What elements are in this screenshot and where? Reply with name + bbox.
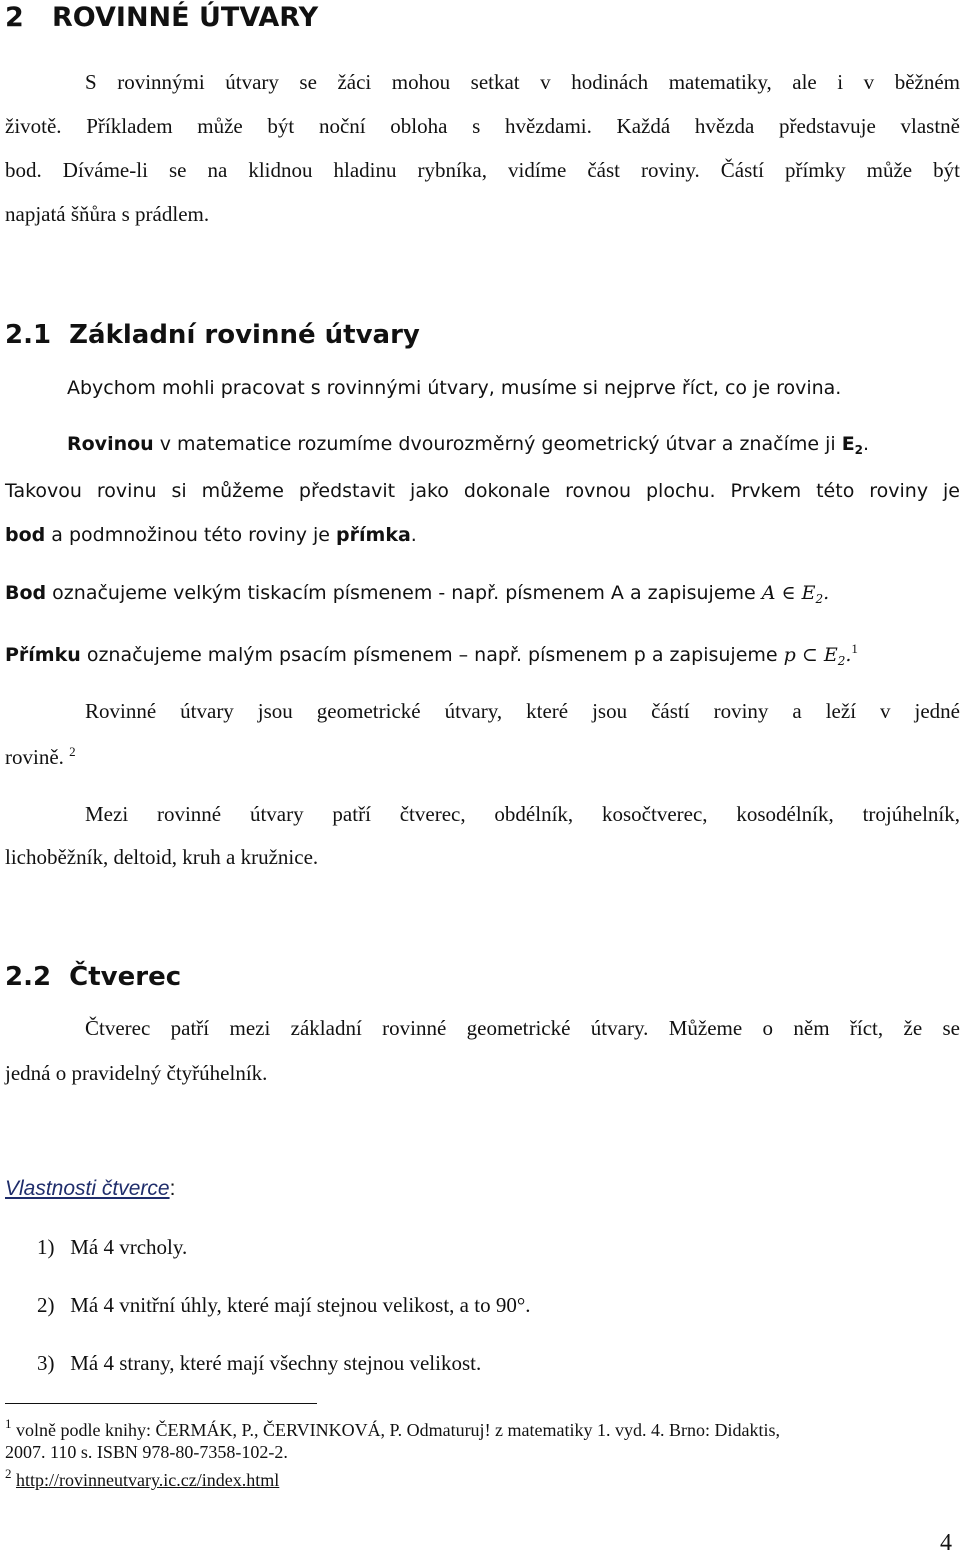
bod-formula-sub: 2: [815, 592, 824, 606]
square-line-1: Čtverec patří mezi základní rovinné geometrické útvary. Můžeme o něm říct, že se: [85, 1016, 960, 1040]
rovina-definition: [67, 433, 869, 457]
property-number: 2): [37, 1293, 55, 1317]
primka-formula-end: .: [845, 644, 852, 666]
definition-line-2: [5, 744, 76, 770]
section-title: Čtverec: [69, 962, 182, 992]
shapes-list-line-2: lichoběžník, deltoid, kruh a kružnice.: [5, 845, 319, 869]
property-text: Má 4 strany, které mají všechny stejnou velikost.: [70, 1351, 482, 1375]
primka-label: Přímku: [5, 644, 81, 666]
footnote-2-link[interactable]: http://rovinneutvary.ic.cz/index.html: [16, 1470, 280, 1490]
footnote-ref-1[interactable]: 1: [851, 641, 858, 656]
intro-line-3: bod. Díváme-li se na klidnou hladinu rybníka, vidíme část roviny. Částí přímky může být: [5, 158, 960, 182]
chapter-number: 2: [5, 2, 24, 33]
section-number: 2.1: [5, 320, 52, 350]
footnote-1-line-1: [5, 1416, 780, 1441]
footnote-2-number: 2: [5, 1466, 12, 1481]
intro-line-1: S rovinnými útvary se žáci mohou setkat v hodinách matematiky, ale i v běžném: [85, 70, 960, 94]
page-number: 4: [940, 1530, 952, 1556]
rovina-symbol: E: [841, 433, 855, 455]
intro-line-2: životě. Příkladem může být noční obloha s hvězdami. Každá hvězda představuje vlastně: [5, 114, 960, 138]
property-number: 1): [37, 1235, 55, 1259]
property-item-2: [37, 1293, 530, 1318]
footnote-separator: [5, 1403, 317, 1404]
properties-title: Vlastnosti čtverce: [5, 1177, 170, 1200]
section-heading-2-1: [5, 320, 420, 350]
primka-term: přímka: [336, 524, 411, 546]
primka-text: označujeme malým psacím písmenem – např. písmenem p a zapisujeme: [80, 644, 784, 666]
section21-line-4: [5, 524, 417, 546]
bod-label: Bod: [5, 582, 47, 604]
line4-text: a podmnožinou této roviny je: [45, 524, 337, 546]
section-heading-2-2: [5, 962, 181, 992]
bod-text: označujeme velkým tiskacím písmenem - např. písmenem A a zapisujeme: [46, 582, 762, 604]
intro-line-4: napjatá šňůra s prádlem.: [5, 202, 210, 226]
section-title: Základní rovinné útvary: [69, 320, 420, 350]
square-line-2: jedná o pravidelný čtyřúhelník.: [5, 1061, 268, 1085]
properties-heading: [5, 1177, 175, 1201]
properties-colon: :: [169, 1177, 176, 1200]
definition-text: rovině.: [5, 745, 64, 769]
definition-line-1: Rovinné útvary jsou geometrické útvary, které jsou částí roviny a leží v jedné: [85, 699, 960, 723]
chapter-heading: [5, 2, 318, 33]
section-number: 2.2: [5, 962, 52, 992]
footnote-1-number: 1: [5, 1416, 12, 1431]
rovinou-term: Rovinou: [67, 433, 154, 455]
property-item-1: [37, 1235, 187, 1260]
footnote-2: [5, 1466, 279, 1491]
bod-formula-end: .: [823, 582, 830, 604]
bod-notation: [5, 582, 829, 606]
primka-notation: [5, 641, 858, 668]
footnote-1-text: volně podle knihy: ČERMÁK, P., ČERVINKOVÁ, P. Odmaturuj! z matematiky 1. vyd. 4. Brno: Didaktis,: [11, 1420, 781, 1440]
section21-line-1: Abychom mohli pracovat s rovinnými útvary, musíme si nejprve říct, co je rovina.: [67, 377, 842, 399]
footnote-ref-2[interactable]: 2: [69, 744, 76, 759]
property-text: Má 4 vrcholy.: [70, 1235, 188, 1259]
rovina-text: v matematice rozumíme dvourozměrný geometrický útvar a značíme ji: [153, 433, 842, 455]
line4-end: .: [410, 524, 417, 546]
footnote-1-line-2: 2007. 110 s. ISBN 978-80-7358-102-2.: [5, 1442, 288, 1462]
section21-line-3: Takovou rovinu si můžeme představit jako dokonale rovnou plochu. Prvkem této roviny je: [5, 480, 960, 502]
bod-formula: A ∈ E: [761, 582, 816, 604]
primka-formula-sub: 2: [837, 654, 846, 668]
rovina-symbol-sub: 2: [854, 443, 864, 457]
primka-formula: p ⊂ E: [783, 644, 838, 666]
rovina-end: .: [863, 433, 870, 455]
property-number: 3): [37, 1351, 55, 1375]
shapes-list-line-1: Mezi rovinné útvary patří čtverec, obdélník, kosočtverec, kosodélník, trojúhelník,: [85, 802, 960, 826]
property-item-3: [37, 1351, 481, 1376]
bod-term: bod: [5, 524, 46, 546]
property-text: Má 4 vnitřní úhly, které mají stejnou velikost, a to 90°.: [70, 1293, 531, 1317]
chapter-title: ROVINNÉ ÚTVARY: [52, 2, 319, 33]
